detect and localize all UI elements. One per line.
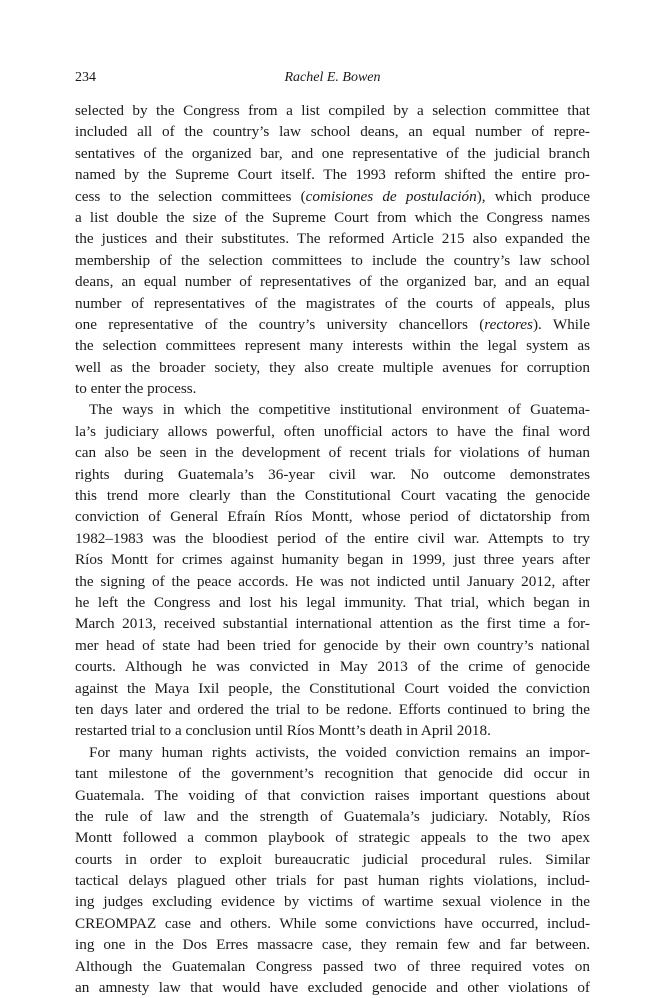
text-line: restarted trial to a conclusion until Ríos Montt’s death in April 2018. xyxy=(75,722,491,740)
text-line: one representative of the country’s university chancellors (rectores). While xyxy=(75,315,590,333)
page-header xyxy=(75,68,590,88)
text-line: can also be seen in the development of recent trials for violations of human xyxy=(75,444,590,462)
text-line: courts. Although he was convicted in May 2013 of the crime of genocide xyxy=(75,658,590,676)
text-line: cess to the selection committees (comisiones de postulación), which produce xyxy=(75,187,590,205)
text-line: Guatemala. The voiding of that conviction raises important questions about xyxy=(75,786,590,804)
text-line: membership of the selection committees to include the country’s law school xyxy=(75,251,590,269)
body-text xyxy=(75,100,590,998)
text-line: For many human rights activists, the voided conviction remains an impor- xyxy=(89,743,590,761)
text-line: mer head of state had been tried for genocide by their own country’s national xyxy=(75,636,590,654)
text-line: well as the broader society, they also create multiple avenues for corruption xyxy=(75,358,590,376)
text-line: conviction of General Efraín Ríos Montt, whose period of dictatorship from xyxy=(75,508,590,526)
text-line: The ways in which the competitive institutional environment of Guatema- xyxy=(89,401,590,419)
text-line: Ríos Montt for crimes against humanity began in 1999, just three years after xyxy=(75,551,590,569)
text-line: ten days later and ordered the trial to be redone. Efforts continued to bring the xyxy=(75,700,590,718)
text-line: the selection committees represent many interests within the legal system as xyxy=(75,337,590,355)
text-line: selected by the Congress from a list compiled by a selection committee that xyxy=(75,102,590,119)
text-line: this trend more clearly than the Constitutional Court vacating the genocide xyxy=(75,487,590,505)
text-line: 1982–1983 was the bloodiest period of the entire civil war. Attempts to try xyxy=(75,529,590,547)
paragraph xyxy=(75,399,590,741)
paragraph xyxy=(75,100,590,399)
text-line: he left the Congress and lost his legal immunity. That trial, which began in xyxy=(75,593,590,611)
page-number: 234 xyxy=(75,70,96,85)
text-line: a list double the size of the Supreme Court from which the Congress names xyxy=(75,208,590,226)
text-line: the justices and their substitutes. The reformed Article 215 also expanded the xyxy=(75,230,590,248)
text-line: rights during Guatemala’s 36-year civil war. No outcome demonstrates xyxy=(75,465,590,483)
running-head: Rachel E. Bowen xyxy=(284,70,381,85)
text-line: Although the Guatemalan Congress passed two of three required votes on xyxy=(75,957,590,975)
text-line: included all of the country’s law school deans, an equal number of repre- xyxy=(75,123,590,141)
text-line: la’s judiciary allows powerful, often unofficial actors to have the final word xyxy=(75,422,590,440)
text-line: an amnesty law that would have excluded genocide and other violations of xyxy=(75,979,590,997)
text-line: to enter the process. xyxy=(75,380,197,398)
text-line: sentatives of the organized bar, and one representative of the judicial branch xyxy=(75,144,590,162)
text-line: CREOMPAZ case and others. While some convictions have occurred, includ- xyxy=(75,914,590,932)
italic-term: rectores xyxy=(484,315,533,333)
text-line: tactical delays plagued other trials for past human rights violations, includ- xyxy=(75,872,590,890)
text-line: the rule of law and the strength of Guatemala’s judiciary. Notably, Ríos xyxy=(75,807,590,825)
text-line: ing judges excluding evidence by victims of wartime sexual violence in the xyxy=(75,893,590,911)
text-line: against the Maya Ixil people, the Constitutional Court voided the conviction xyxy=(75,679,590,697)
text-line: the signing of the peace accords. He was not indicted until January 2012, after xyxy=(75,572,590,590)
text-line: tant milestone of the government’s recognition that genocide did occur in xyxy=(75,765,590,783)
text-line: Montt followed a common playbook of strategic appeals to the two apex xyxy=(75,829,590,847)
text-line: deans, an equal number of representatives of the organized bar, and an equal xyxy=(75,273,590,291)
text-line: courts in order to exploit bureaucratic judicial procedural rules. Similar xyxy=(75,850,590,868)
paragraph xyxy=(75,742,590,998)
text-line: March 2013, received substantial international attention as the first time a for- xyxy=(75,615,590,633)
italic-term: comisiones de postulación xyxy=(305,187,477,205)
text-line: number of representatives of the magistrates of the courts of appeals, plus xyxy=(75,294,590,312)
text-line: ing one in the Dos Erres massacre case, they remain few and far between. xyxy=(75,936,590,954)
text-line: named by the Supreme Court itself. The 1993 reform shifted the entire pro- xyxy=(75,166,590,184)
